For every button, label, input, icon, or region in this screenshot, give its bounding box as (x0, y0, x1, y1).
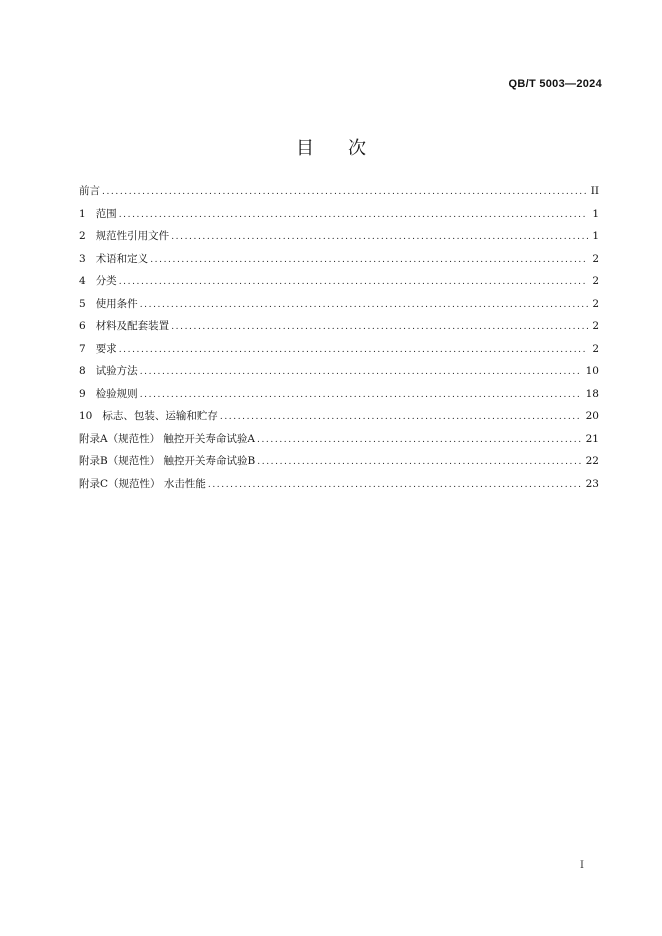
toc-label: 要求 (95, 342, 117, 355)
toc-page-number: 1 (592, 207, 599, 220)
toc-page-number: 20 (585, 410, 599, 422)
toc-label: 检验规则 (95, 387, 138, 400)
toc-leader-dots (119, 204, 589, 227)
toc-page-number: 1 (592, 230, 599, 242)
toc-label: 使用条件 (95, 297, 138, 310)
toc-leader-dots (140, 361, 582, 384)
page-number: I (580, 860, 584, 871)
toc-leader-dots (119, 339, 589, 362)
toc-entry-appendix-c[interactable] (79, 473, 599, 496)
toc-label: 附录C（规范性） 水击性能 (79, 477, 206, 490)
toc-number: 10 (79, 410, 93, 422)
toc-leader-dots (257, 429, 582, 452)
toc-leader-dots (102, 181, 587, 204)
toc-label: 材料及配套装置 (95, 320, 170, 332)
toc-page-number: 2 (592, 342, 599, 355)
toc-label: 范围 (95, 207, 117, 220)
toc-entry-10[interactable] (79, 405, 599, 428)
toc-number: 9 (79, 387, 86, 400)
toc-entry-4[interactable] (79, 270, 599, 293)
toc-leader-dots (171, 316, 588, 339)
toc-entry-appendix-b[interactable] (79, 450, 599, 473)
toc-leader-dots (119, 271, 589, 294)
toc-leader-dots (171, 226, 588, 249)
toc-number: 2 (79, 230, 86, 242)
toc-page-number: 2 (592, 320, 599, 332)
toc-label: 附录A（规范性） 触控开关寿命试验A (79, 432, 256, 445)
toc-number: 8 (79, 365, 86, 377)
toc-entry-8[interactable] (79, 360, 599, 383)
toc-leader-dots (150, 249, 588, 272)
toc-number: 4 (79, 275, 86, 287)
toc-entry-foreword[interactable] (79, 180, 599, 203)
toc-entry-7[interactable] (79, 338, 599, 361)
table-of-contents (79, 180, 599, 495)
toc-number: 3 (79, 252, 86, 265)
toc-page-number: II (590, 185, 599, 197)
toc-page-number: 21 (585, 432, 599, 445)
toc-label: 标志、包装、运输和贮存 (102, 410, 218, 422)
toc-entry-5[interactable] (79, 293, 599, 316)
toc-leader-dots (257, 451, 581, 474)
toc-page-number: 22 (585, 455, 599, 467)
toc-leader-dots (220, 406, 582, 429)
page-title: 目次 (296, 138, 400, 159)
standard-number: QB/T 5003—2024 (508, 78, 602, 90)
toc-page-number: 18 (585, 387, 599, 400)
toc-page-number: 2 (592, 297, 599, 310)
toc-leader-dots (140, 384, 582, 407)
toc-number: 5 (79, 297, 86, 310)
toc-label: 附录B（规范性） 触控开关寿命试验B (79, 455, 256, 467)
toc-number: 6 (79, 320, 86, 332)
toc-page-number: 10 (585, 365, 599, 377)
toc-page-number: 2 (592, 252, 599, 265)
toc-leader-dots (140, 294, 589, 317)
toc-entry-appendix-a[interactable] (79, 428, 599, 451)
toc-entry-6[interactable] (79, 315, 599, 338)
toc-entry-3[interactable] (79, 248, 599, 271)
toc-number: 1 (79, 207, 86, 220)
toc-entry-2[interactable] (79, 225, 599, 248)
toc-entry-1[interactable] (79, 203, 599, 226)
toc-leader-dots (208, 474, 582, 497)
toc-number: 7 (79, 342, 86, 355)
toc-label: 试验方法 (95, 365, 138, 377)
toc-label: 规范性引用文件 (95, 230, 170, 242)
toc-label: 术语和定义 (95, 252, 149, 265)
toc-page-number: 23 (585, 477, 599, 490)
toc-page-number: 2 (592, 275, 599, 287)
toc-label: 分类 (95, 275, 117, 287)
toc-entry-9[interactable] (79, 383, 599, 406)
toc-label: 前言 (79, 185, 100, 197)
